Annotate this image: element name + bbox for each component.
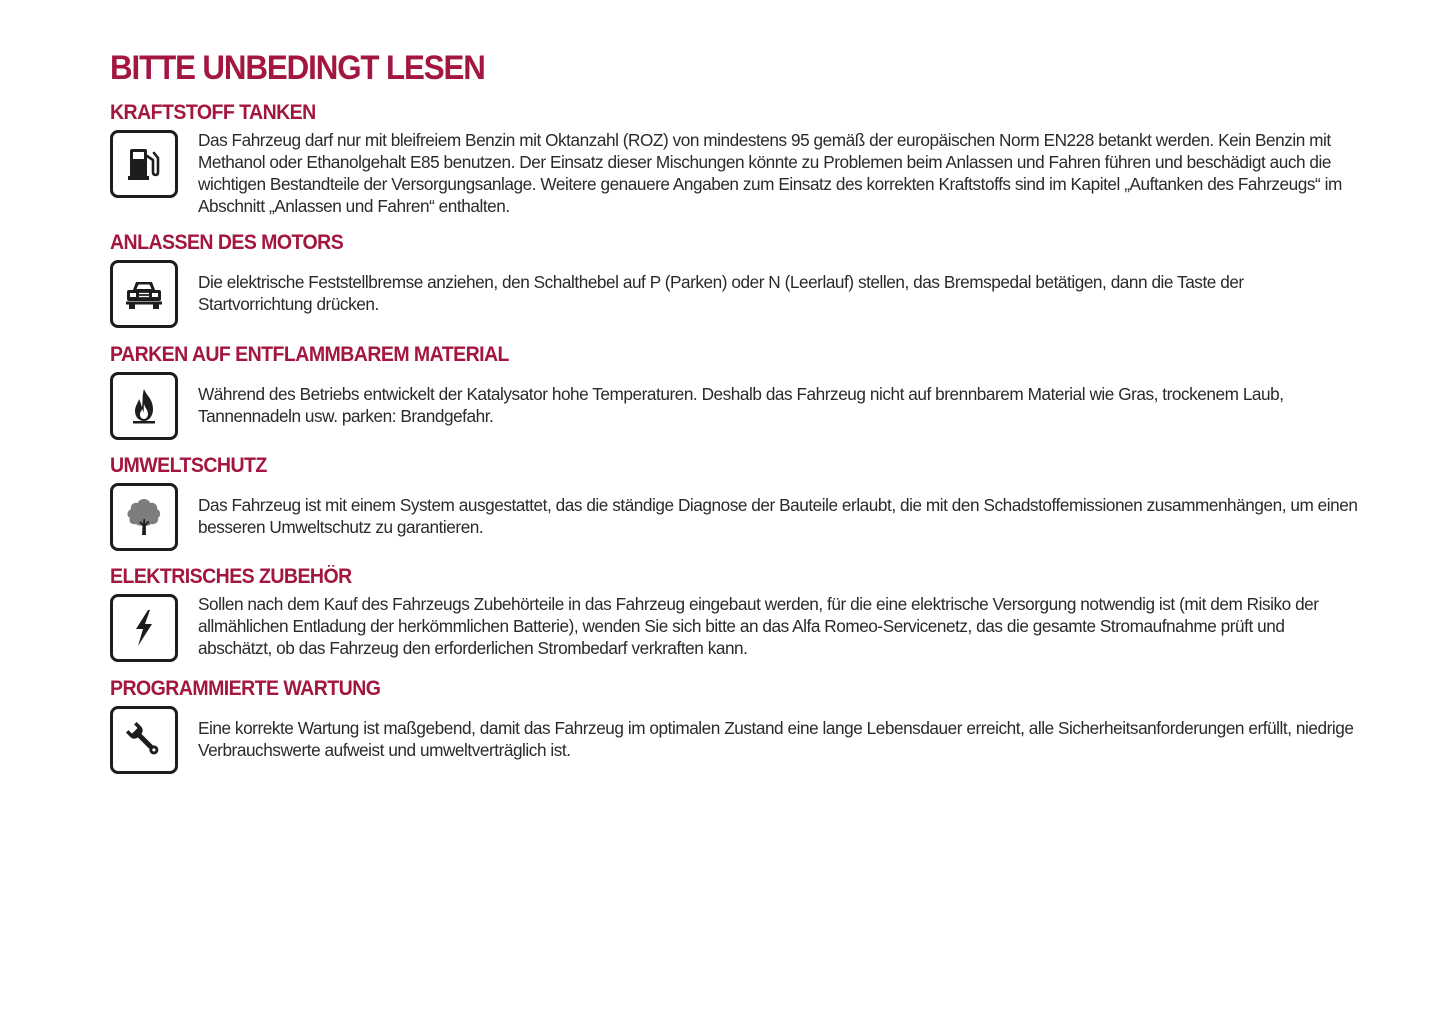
section-text-fuel: Das Fahrzeug darf nur mit bleifreiem Benzin mit Oktanzahl (ROZ) von mindestens 95 gemäß der europäischen Norm EN228 betankt werden. Kein Benzin mit Methanol oder Ethanolgehalt E85 benutzen. Der Einsatz dieser Mischungen könnte zu Problemen beim Anlassen und Fahren führen und beschädigt auch die wichtigen Bestandteile der Versorgungsanlage. Weitere genauere Angaben zum Einsatz des korrekten Kraftstoffs sind im Kapitel „Auftanken des Fahrzeugs“ im Abschnitt „Anlassen und Fahren“ enthalten. xyxy=(198,130,1342,216)
section-body-maintenance xyxy=(110,706,1360,774)
section-body-flammable xyxy=(110,372,1360,440)
page-title: BITTE UNBEDINGT LESEN xyxy=(110,49,485,87)
section-body-engine-start xyxy=(110,260,1360,328)
section-heading-fuel: KRAFTSTOFF TANKEN xyxy=(110,101,316,124)
section-heading-environment: UMWELTSCHUTZ xyxy=(110,454,267,477)
section-heading-flammable: PARKEN AUF ENTFLAMMBAREM MATERIAL xyxy=(110,343,509,366)
fuel-pump-icon-graphic xyxy=(122,142,166,186)
section-heading-engine-start: ANLASSEN DES MOTORS xyxy=(110,231,344,254)
section-text-environment: Das Fahrzeug ist mit einem System ausgestattet, das die ständige Diagnose der Bauteile erlaubt, die mit den Schadstoffemissionen zusammenhängen, um einen besseren Umweltschutz zu garantieren. xyxy=(198,495,1358,537)
tree-icon xyxy=(110,483,178,551)
section-body-electrical xyxy=(110,594,1360,662)
flame-icon xyxy=(110,372,178,440)
fuel-pump-icon xyxy=(110,130,178,198)
section-heading-electrical: ELEKTRISCHES ZUBEHÖR xyxy=(110,565,352,588)
section-text-engine-start: Die elektrische Feststellbremse anziehen, den Schalthebel auf P (Parken) oder N (Leerlauf) stellen, das Bremspedal betätigen, dann die Taste der Startvorrichtung drücken. xyxy=(198,272,1244,314)
section-maintenance xyxy=(110,676,1360,774)
section-fuel xyxy=(110,100,1360,217)
car-front-icon xyxy=(110,260,178,328)
lightning-bolt-icon-graphic xyxy=(122,606,166,650)
section-engine-start xyxy=(110,230,1360,328)
document-page xyxy=(110,48,1360,760)
section-environment xyxy=(110,453,1360,551)
lightning-bolt-icon xyxy=(110,594,178,662)
section-text-flammable: Während des Betriebs entwickelt der Katalysator hohe Temperaturen. Deshalb das Fahrzeug nicht auf brennbarem Material wie Gras, trockenem Laub, Tannennadeln usw. parken: Brandgefahr. xyxy=(198,384,1284,426)
flame-icon-graphic xyxy=(122,384,166,428)
wrench-icon xyxy=(110,706,178,774)
section-text-maintenance: Eine korrekte Wartung ist maßgebend, damit das Fahrzeug im optimalen Zustand eine lange Lebensdauer erreicht, alle Sicherheitsanforderungen erfüllt, niedrige Verbrauchswerte aufweist und umweltverträglich ist. xyxy=(198,718,1354,760)
section-flammable xyxy=(110,342,1360,440)
section-heading-maintenance: PROGRAMMIERTE WARTUNG xyxy=(110,677,381,700)
tree-icon-graphic xyxy=(122,495,166,539)
section-electrical xyxy=(110,564,1360,662)
section-body-fuel xyxy=(110,130,1360,217)
section-text-electrical: Sollen nach dem Kauf des Fahrzeugs Zubehörteile in das Fahrzeug eingebaut werden, für die eine elektrische Versorgung notwendig ist (mit dem Risiko der allmählichen Entladung der herkömmlichen Batterie), wenden Sie sich bitte an das Alfa Romeo-Servicenetz, das die gesamte Stromaufnahme prüft und abschätzt, ob das Fahrzeug den erforderlichen Strombedarf verkraften kann. xyxy=(198,594,1319,658)
wrench-icon-graphic xyxy=(122,718,166,762)
car-front-icon-graphic xyxy=(122,272,166,316)
section-body-environment xyxy=(110,483,1360,551)
